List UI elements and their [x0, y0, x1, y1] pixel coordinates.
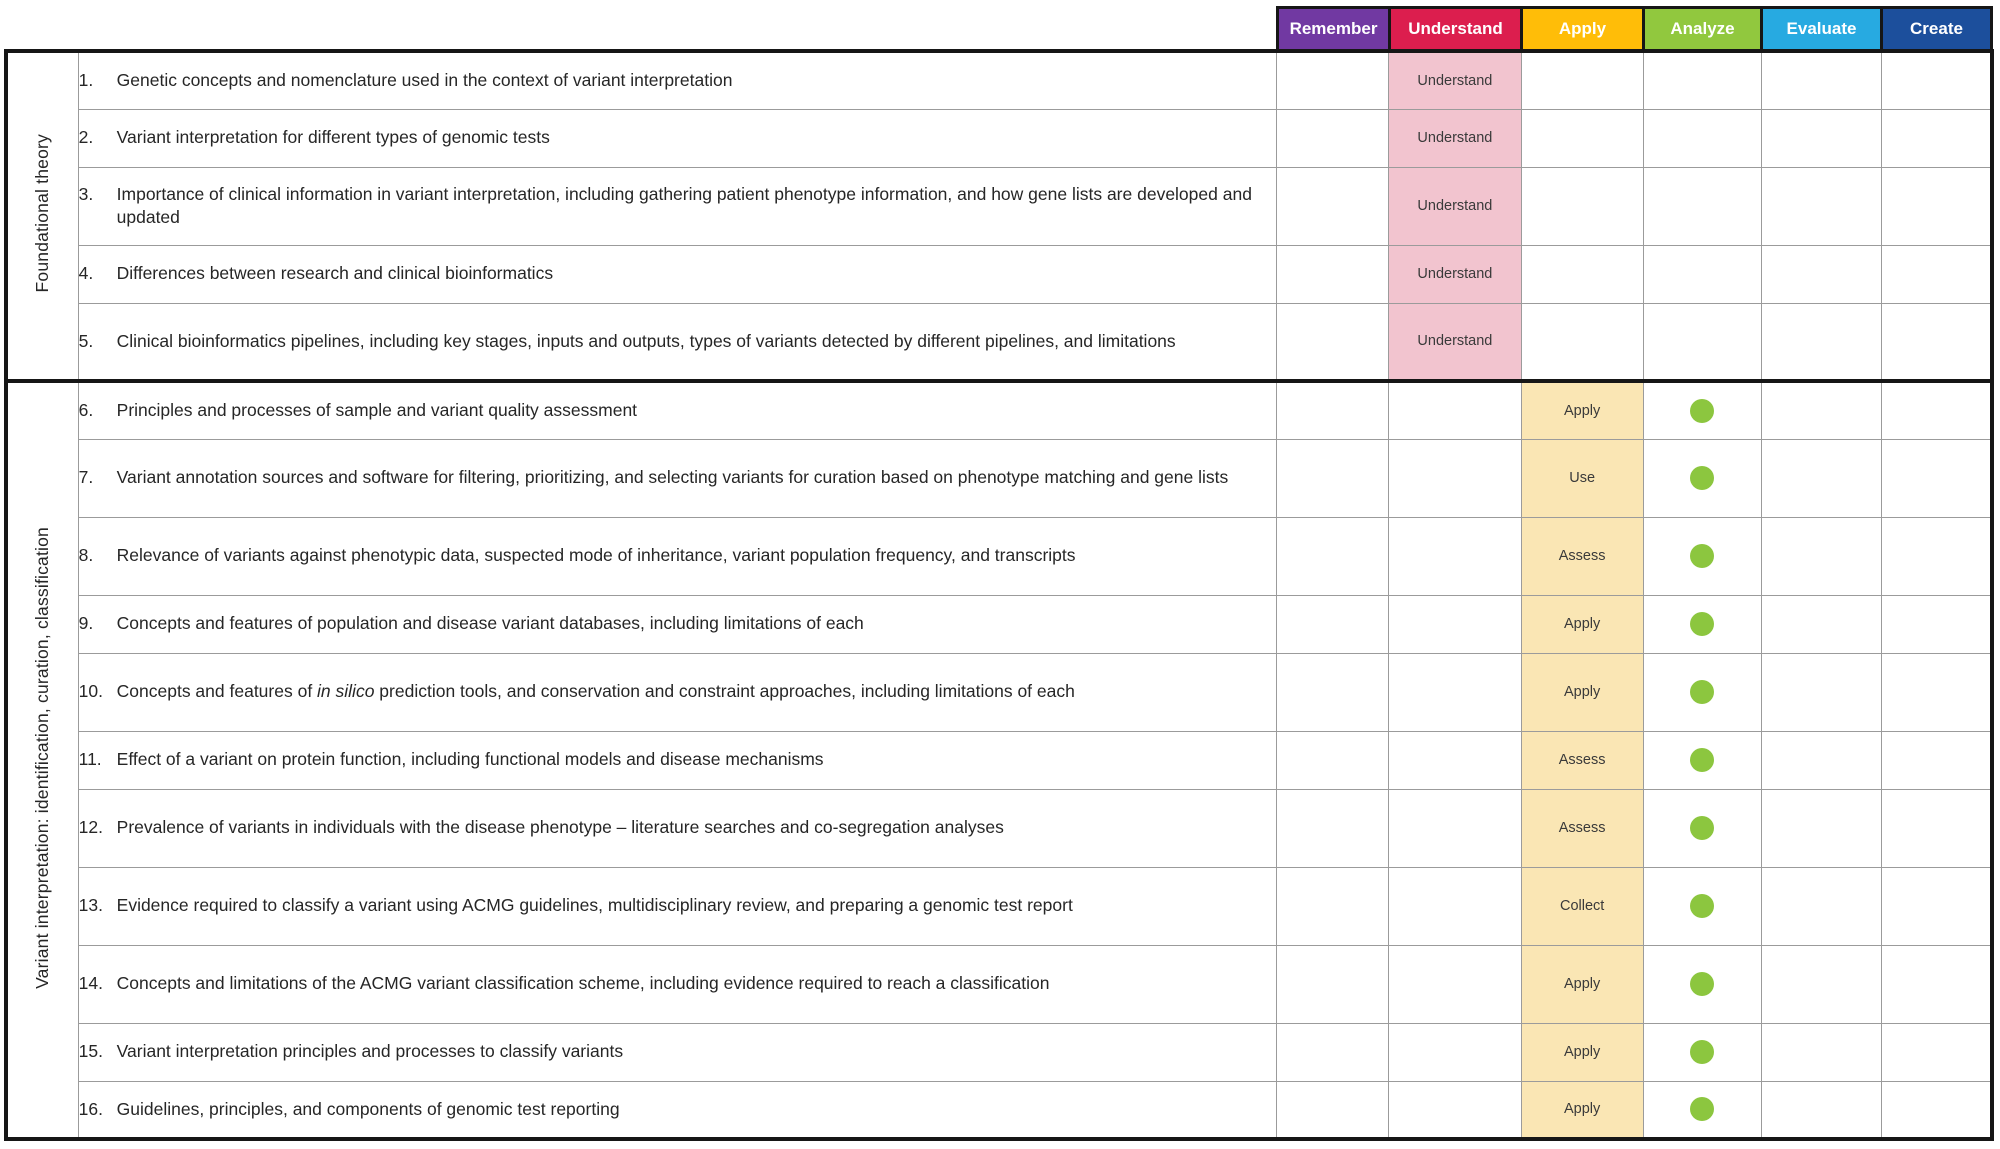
- bloom-label: Apply: [1564, 402, 1601, 419]
- objective-cell: [78, 945, 1276, 1023]
- cell-analyze: [1643, 439, 1761, 517]
- cell-evaluate: [1762, 789, 1882, 867]
- bloom-label: Understand: [1417, 266, 1493, 282]
- cell-apply: [1521, 945, 1643, 1023]
- section-label-text: Foundational theory: [32, 134, 53, 293]
- table-row: [6, 381, 1992, 439]
- cell-evaluate: [1762, 867, 1882, 945]
- item-number: 8.: [78, 545, 94, 566]
- item-text: Differences between research and clinical bioinformatics: [116, 263, 554, 284]
- cell-analyze: [1643, 1081, 1761, 1139]
- item-number: 4.: [78, 263, 94, 284]
- section-label-variant-interpretation: [6, 381, 78, 1139]
- cell-apply: [1521, 1023, 1643, 1081]
- item-text: Prevalence of variants in individuals with the disease phenotype – literature searches and co-segregation analyses: [116, 817, 1004, 838]
- objective-cell: [78, 517, 1276, 595]
- objective-cell: [78, 381, 1276, 439]
- cell-apply: [1521, 789, 1643, 867]
- cell-remember: [1277, 1023, 1389, 1081]
- item-number: 6.: [78, 400, 94, 421]
- cell-evaluate: [1762, 167, 1882, 245]
- table-row: [6, 653, 1992, 731]
- table-row: [6, 517, 1992, 595]
- cell-understand: [1389, 245, 1521, 303]
- objective-cell: [78, 731, 1276, 789]
- item-number: 13.: [78, 895, 103, 916]
- objective-cell: [78, 1081, 1276, 1139]
- bloom-label: Assess: [1558, 548, 1606, 564]
- item-text: Variant interpretation for different types of genomic tests: [116, 127, 550, 148]
- cell-remember: [1277, 109, 1389, 167]
- cell-create: [1882, 945, 1992, 1023]
- cell-analyze: [1643, 167, 1761, 245]
- cell-remember: [1277, 945, 1389, 1023]
- cell-analyze: [1643, 1023, 1761, 1081]
- header-create: Create: [1880, 6, 1993, 52]
- item-number: 9.: [78, 613, 94, 634]
- objectives-table: [4, 49, 1994, 1141]
- cell-analyze: [1643, 789, 1761, 867]
- item-number: 2.: [78, 127, 94, 148]
- bloom-label: Apply: [1564, 1044, 1601, 1060]
- cell-remember: [1277, 439, 1389, 517]
- cell-create: [1882, 1081, 1992, 1139]
- cell-analyze: [1643, 381, 1761, 439]
- cell-remember: [1277, 303, 1389, 381]
- cell-create: [1882, 1023, 1992, 1081]
- item-number: 3.: [78, 183, 94, 204]
- objective-cell: [78, 439, 1276, 517]
- analyze-dot: [1690, 894, 1714, 918]
- cell-create: [1882, 867, 1992, 945]
- bloom-header-row: [1276, 6, 1993, 52]
- item-number: 11.: [78, 749, 102, 770]
- item-text: Variant annotation sources and software for filtering, prioritizing, and selecting variants for curation based on phenotype matching and gene lists: [116, 467, 1229, 488]
- objective-cell: [78, 51, 1276, 109]
- table-row: [6, 731, 1992, 789]
- cell-create: [1882, 731, 1992, 789]
- cell-apply: [1521, 731, 1643, 789]
- header-apply: Apply: [1520, 6, 1645, 52]
- item-number: 7.: [78, 467, 94, 488]
- cell-analyze: [1643, 517, 1761, 595]
- cell-evaluate: [1762, 381, 1882, 439]
- analyze-dot: [1690, 1040, 1714, 1064]
- table-row: [6, 439, 1992, 517]
- cell-evaluate: [1762, 439, 1882, 517]
- cell-apply: [1521, 867, 1643, 945]
- cell-understand: [1389, 51, 1521, 109]
- bloom-label: Understand: [1417, 72, 1493, 89]
- bloom-label: Understand: [1417, 333, 1493, 350]
- cell-evaluate: [1762, 653, 1882, 731]
- header-analyze: Analyze: [1642, 6, 1763, 52]
- table-row: [6, 945, 1992, 1023]
- cell-evaluate: [1762, 945, 1882, 1023]
- cell-create: [1882, 167, 1992, 245]
- cell-apply: [1521, 1081, 1643, 1139]
- item-text: Variant interpretation principles and processes to classify variants: [116, 1041, 624, 1062]
- cell-evaluate: [1762, 1081, 1882, 1139]
- cell-analyze: [1643, 595, 1761, 653]
- cell-remember: [1277, 381, 1389, 439]
- item-number: 1.: [78, 70, 94, 91]
- objective-cell: [78, 595, 1276, 653]
- cell-create: [1882, 517, 1992, 595]
- item-text: Concepts and features of population and disease variant databases, including limitations of each: [116, 613, 864, 634]
- analyze-dot: [1690, 399, 1714, 423]
- cell-understand: [1389, 303, 1521, 381]
- objective-cell: [78, 109, 1276, 167]
- cell-apply: [1521, 439, 1643, 517]
- cell-apply: [1521, 51, 1643, 109]
- cell-remember: [1277, 1081, 1389, 1139]
- cell-understand: [1389, 595, 1521, 653]
- bloom-label: Apply: [1564, 1101, 1601, 1118]
- cell-analyze: [1643, 109, 1761, 167]
- cell-evaluate: [1762, 245, 1882, 303]
- cell-analyze: [1643, 653, 1761, 731]
- item-text: Evidence required to classify a variant using ACMG guidelines, multidisciplinary review, and preparing a genomic test report: [116, 895, 1073, 916]
- cell-understand: [1389, 867, 1521, 945]
- cell-create: [1882, 653, 1992, 731]
- cell-evaluate: [1762, 595, 1882, 653]
- cell-create: [1882, 109, 1992, 167]
- cell-create: [1882, 439, 1992, 517]
- cell-understand: [1389, 945, 1521, 1023]
- cell-analyze: [1643, 245, 1761, 303]
- cell-remember: [1277, 51, 1389, 109]
- header-understand: Understand: [1388, 6, 1523, 52]
- table-row: [6, 789, 1992, 867]
- table-row: [6, 167, 1992, 245]
- cell-create: [1882, 595, 1992, 653]
- cell-analyze: [1643, 731, 1761, 789]
- objective-cell: [78, 653, 1276, 731]
- bloom-label: Apply: [1564, 616, 1601, 632]
- table-row: [6, 595, 1992, 653]
- cell-create: [1882, 789, 1992, 867]
- item-text: Relevance of variants against phenotypic data, suspected mode of inheritance, variant population frequency, and transcripts: [116, 545, 1076, 566]
- item-text: Concepts and features of in silico prediction tools, and conservation and constraint approaches, including limitations of each: [116, 681, 1075, 702]
- item-text: Genetic concepts and nomenclature used in the context of variant interpretation: [116, 70, 733, 91]
- cell-understand: [1389, 789, 1521, 867]
- bloom-label: Understand: [1417, 198, 1493, 214]
- cell-remember: [1277, 167, 1389, 245]
- table-row: [6, 867, 1992, 945]
- cell-remember: [1277, 731, 1389, 789]
- cell-apply: [1521, 653, 1643, 731]
- objective-cell: [78, 789, 1276, 867]
- cell-apply: [1521, 167, 1643, 245]
- cell-evaluate: [1762, 303, 1882, 381]
- cell-analyze: [1643, 945, 1761, 1023]
- cell-analyze: [1643, 303, 1761, 381]
- objective-cell: [78, 1023, 1276, 1081]
- cell-remember: [1277, 595, 1389, 653]
- cell-apply: [1521, 381, 1643, 439]
- cell-apply: [1521, 303, 1643, 381]
- cell-create: [1882, 303, 1992, 381]
- cell-understand: [1389, 1023, 1521, 1081]
- header-evaluate: Evaluate: [1760, 6, 1883, 52]
- item-text: Principles and processes of sample and variant quality assessment: [116, 400, 638, 421]
- item-number: 10.: [78, 681, 103, 702]
- cell-apply: [1521, 595, 1643, 653]
- item-number: 15.: [78, 1041, 103, 1062]
- analyze-dot: [1690, 612, 1714, 636]
- cell-evaluate: [1762, 51, 1882, 109]
- cell-understand: [1389, 731, 1521, 789]
- cell-understand: [1389, 439, 1521, 517]
- item-number: 16.: [78, 1098, 103, 1119]
- bloom-label: Assess: [1558, 820, 1606, 836]
- bloom-label: Apply: [1564, 684, 1601, 700]
- item-number: 12.: [78, 817, 103, 838]
- cell-remember: [1277, 517, 1389, 595]
- analyze-dot: [1690, 816, 1714, 840]
- objective-cell: [78, 303, 1276, 381]
- cell-apply: [1521, 245, 1643, 303]
- cell-apply: [1521, 109, 1643, 167]
- item-text: Concepts and limitations of the ACMG variant classification scheme, including evidence required to reach a classification: [116, 973, 1050, 994]
- bloom-label: Understand: [1417, 130, 1493, 146]
- item-text: Guidelines, principles, and components of genomic test reporting: [116, 1098, 620, 1119]
- cell-understand: [1389, 1081, 1521, 1139]
- analyze-dot: [1690, 680, 1714, 704]
- table-row: [6, 303, 1992, 381]
- cell-remember: [1277, 245, 1389, 303]
- cell-evaluate: [1762, 109, 1882, 167]
- objective-cell: [78, 867, 1276, 945]
- table-row: [6, 1023, 1992, 1081]
- cell-evaluate: [1762, 517, 1882, 595]
- cell-create: [1882, 245, 1992, 303]
- bloom-label: Apply: [1564, 976, 1601, 992]
- cell-create: [1882, 381, 1992, 439]
- table-row: [6, 1081, 1992, 1139]
- bloom-label: Collect: [1559, 898, 1605, 914]
- cell-evaluate: [1762, 731, 1882, 789]
- item-number: 5.: [78, 330, 94, 351]
- analyze-dot: [1690, 544, 1714, 568]
- objective-cell: [78, 167, 1276, 245]
- cell-understand: [1389, 167, 1521, 245]
- cell-apply: [1521, 517, 1643, 595]
- cell-understand: [1389, 381, 1521, 439]
- cell-remember: [1277, 653, 1389, 731]
- header-remember: Remember: [1276, 6, 1391, 52]
- item-text: Clinical bioinformatics pipelines, including key stages, inputs and outputs, types of variants detected by different pipelines, and limitations: [116, 330, 1176, 351]
- cell-understand: [1389, 653, 1521, 731]
- item-text: Importance of clinical information in variant interpretation, including gathering patient phenotype information, and how gene lists are developed and updated: [116, 183, 1252, 227]
- cell-remember: [1277, 867, 1389, 945]
- analyze-dot: [1690, 748, 1714, 772]
- table-row: [6, 245, 1992, 303]
- analyze-dot: [1690, 1097, 1714, 1121]
- analyze-dot: [1690, 972, 1714, 996]
- cell-remember: [1277, 789, 1389, 867]
- cell-understand: [1389, 109, 1521, 167]
- bloom-label: Assess: [1558, 752, 1606, 768]
- item-number: 14.: [78, 973, 103, 994]
- objective-cell: [78, 245, 1276, 303]
- cell-analyze: [1643, 867, 1761, 945]
- cell-analyze: [1643, 51, 1761, 109]
- bloom-label: Use: [1569, 470, 1596, 486]
- section-label-foundational-theory: [6, 51, 78, 381]
- section-label-text: Variant interpretation: identification, curation, classification: [32, 526, 53, 989]
- analyze-dot: [1690, 466, 1714, 490]
- item-text: Effect of a variant on protein function, including functional models and disease mechanisms: [116, 749, 824, 770]
- cell-create: [1882, 51, 1992, 109]
- cell-understand: [1389, 517, 1521, 595]
- table-row: [6, 51, 1992, 109]
- cell-evaluate: [1762, 1023, 1882, 1081]
- table-row: [6, 109, 1992, 167]
